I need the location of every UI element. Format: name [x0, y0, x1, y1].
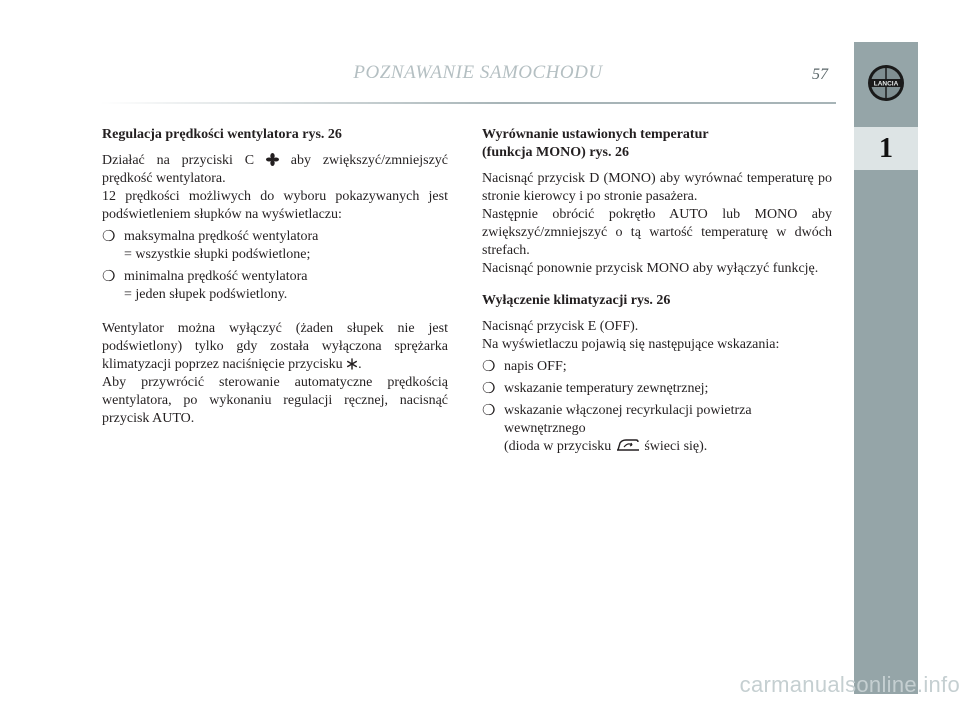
- paragraph: [102, 152, 448, 188]
- bullet-mark: ❍: [102, 269, 116, 285]
- paragraph: 12 prędkości możliwych do wyboru pokazywanych jest podświetleniem słupków na wyświetlaczu:: [102, 189, 448, 222]
- page-number: 57: [812, 66, 828, 83]
- list-item-text: wskazanie temperatury zewnętrznej;: [504, 381, 709, 396]
- snowflake-icon: [346, 358, 358, 370]
- paragraph: Nacisnąć przycisk D (MONO) aby wyrównać temperaturę po stronie kierowcy i po stronie pasażera.: [482, 171, 832, 204]
- lancia-shield-logo: [866, 61, 906, 105]
- paragraph-text: Wentylator można wyłączyć (żaden słupek nie jest podświetlony) tylko gdy została wyłączona sprężarka klimatyzacji poprzez naciśnięcie przycisku: [102, 321, 448, 372]
- watermark: carmanualsonline.info: [739, 672, 960, 697]
- bullet-mark: ❍: [102, 229, 116, 245]
- right-column: [482, 126, 832, 458]
- air-recirculation-icon: [615, 438, 641, 452]
- section-heading: Wyłączenie klimatyzacji rys. 26: [482, 293, 671, 308]
- paragraph-text: .: [358, 357, 362, 372]
- bullet-mark: ❍: [482, 403, 496, 419]
- header-title: POZNAWANIE SAMOCHODU: [353, 62, 603, 83]
- list-item-text: (dioda w przycisku: [504, 439, 612, 454]
- list-item-text: = jeden słupek podświetlony.: [124, 287, 288, 302]
- fan-icon: [266, 153, 279, 166]
- list-item: [102, 228, 448, 264]
- list-item: [102, 268, 448, 304]
- paragraph-text: aby zwiększyć/zmniejszyć prędkość wentylatora.: [102, 153, 449, 186]
- paragraph: Aby przywrócić sterowanie automatyczne prędkością wentylatora, po wykonaniu regulacji ręcznej, nacisnąć przycisk AUTO.: [102, 375, 448, 426]
- paragraph: [102, 320, 448, 374]
- paragraph-text: Działać na przyciski C: [102, 153, 255, 168]
- logo-text: LANCIA: [873, 80, 899, 88]
- list-item: [482, 380, 832, 398]
- paragraph: Następnie obrócić pokrętło AUTO lub MONO aby zwiększyć/zmniejszyć o tą wartość temperaturę w dwóch strefach.: [482, 207, 832, 258]
- list-item-text: wskazanie włączonej recyrkulacji powietrza wewnętrznego: [504, 403, 752, 436]
- list-item-text: minimalna prędkość wentylatora: [124, 269, 308, 284]
- list-item-text: świeci się).: [644, 439, 708, 454]
- left-column: [102, 126, 448, 428]
- list-item-text: maksymalna prędkość wentylatora: [124, 229, 319, 244]
- section-heading: Wyrównanie ustawionych temperatur: [482, 127, 709, 142]
- list-item: [482, 358, 832, 376]
- list-item: [482, 402, 832, 456]
- bullet-mark: ❍: [482, 381, 496, 397]
- paragraph: Nacisnąć ponownie przycisk MONO aby wyłączyć funkcję.: [482, 261, 819, 276]
- paragraph: Nacisnąć przycisk E (OFF).: [482, 319, 639, 334]
- chapter-number: 1: [854, 127, 918, 170]
- section-heading: Regulacja prędkości wentylatora rys. 26: [102, 127, 342, 142]
- list-item-text: = wszystkie słupki podświetlone;: [124, 247, 311, 262]
- logo-box: [854, 42, 918, 124]
- list-item-text: napis OFF;: [504, 359, 567, 374]
- paragraph: Na wyświetlaczu pojawią się następujące wskazania:: [482, 337, 780, 352]
- bullet-mark: ❍: [482, 359, 496, 375]
- section-heading-line2: (funkcja MONO) rys. 26: [482, 145, 629, 160]
- header-rule: [100, 102, 836, 104]
